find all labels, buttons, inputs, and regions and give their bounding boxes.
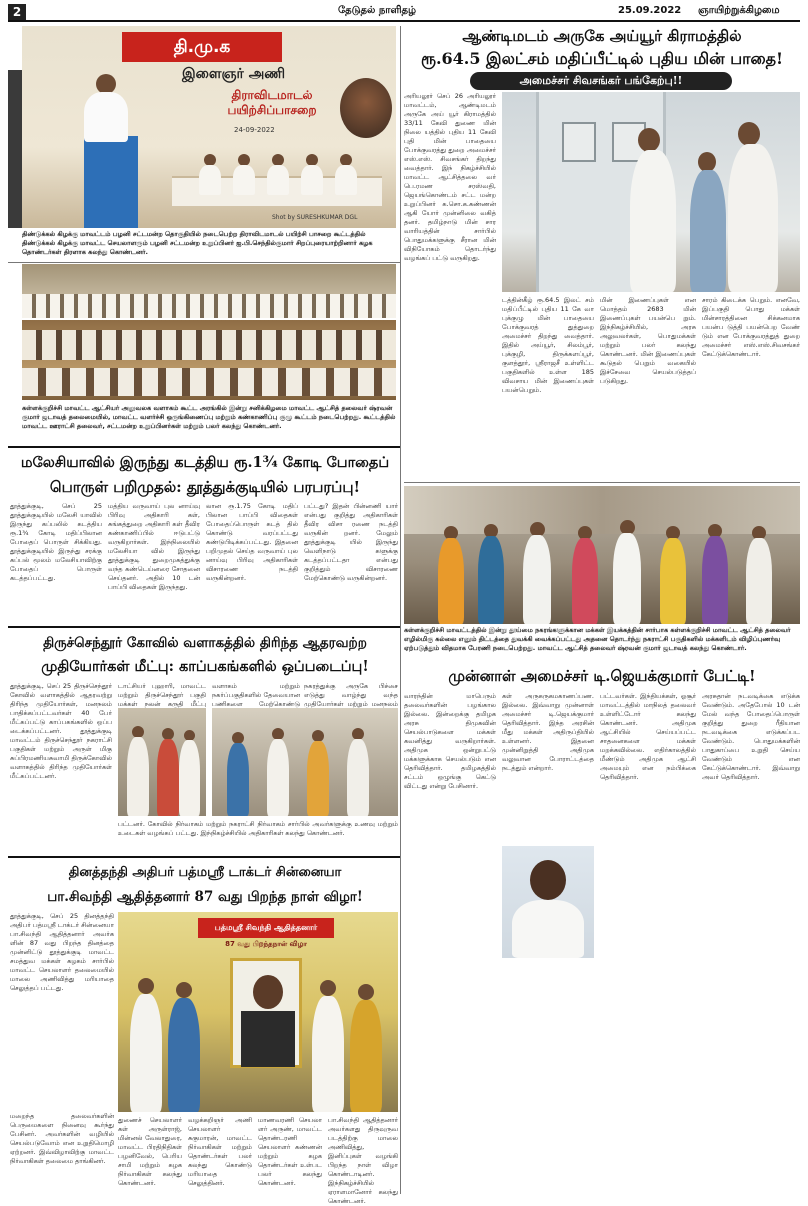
- birthday-banner: பத்மஸ்ரீ சிவந்தி ஆதித்தனார்: [198, 918, 334, 938]
- story8-col4: மாணவரணி செயலா ளர் அருண், மாவட்ட தொண்டரணி செயலாளர் கண்ணன் மற்றும் கழக தொண்டர்கள் உள்பட பலர் கலந்து கொண்டனர்.: [258, 1116, 322, 1187]
- rescue-photo-left: [118, 708, 206, 816]
- portrait-frame: [230, 958, 302, 1068]
- page-number: 2: [8, 4, 26, 20]
- leader-portrait-circle: [340, 78, 392, 138]
- story7-col2: கள் அருகருகமகாணப்பண. இல்லை. இவ்வாறு முன்னாள் அமைச்சர் டி.ஜெயக்குமார் தெரிவித்தார். இந்த அரசின் மீது மக்கள் அதிருப்தியில் உள்ளனர். இதனை முன்னிறுத்தி அதிமுக வலுவான போராட்டத்தை நடத்தும் என்றார்.: [502, 692, 594, 772]
- story7-col3: பட்டவர்கள். இந்தியக்கள், ஓசூர் மாவட்டத்தில் மாநிலத் தலைவர் உள்ளிட்டோர் கலந்து கொண்டனர். அதிமுக ஆட்சியில் செய்யப்பட்ட சாதனைகளை மக்கள் மறக்கவில்லை. எதிர்காலத்தில் மீண்டும் அதிமுக ஆட்சி அமையும் என நம்பிக்கை தெரிவித்தார்.: [600, 692, 696, 781]
- rally-caption: கள்ளக்குறிச்சி மாவட்டத்தில் இன்று தூய்மை நகரங்களுக்கான மக்கள் இயக்கத்தின் சார்பாக கள்ளக்குறிச்சி மாவட்ட ஆட்சித் தலைவர் எழில்மிகு கல்லை எனும் திட்டத்தை துவக்கி வைக்கப்பட்டது அதனை தொடர்ந்து நகராட்சி பகுதிகளில் மக்களிடம் விழிப்புணர்வு ஏற்படுத்தும் விதமாக பேரணி நடைபெற்றது. மாவட்ட ஆட்சித் தலைவர் ஷ்ரவன் குமார் ஜடாவத் கலந்து கொண்டார்.: [404, 626, 791, 652]
- story4-col1: தூத்துக்குடி, செப் 25 தூத்துக்குடியில் மலேசி யாவில் இருந்து கப்பலில் கடத்திய ரூ.1¾ கோடி மதிப்பிலான போதைப் பொருள் சிக்கியது. தூத்துக்குடியில் இருந்து சரக்கு கப்பல் மூலம் மலேசியாவிற்கு போதைப் பொருள் கடத்தப்பட்டது.: [10, 502, 102, 582]
- left-side-photo: [8, 70, 22, 228]
- story4-col4: பட்டது? இதன் பின்னணி யார் என்பது குறித்து அதிகாரிகள் தீவிர விசா ரணை நடத்தி வருகின் றனர். மேலும் தூத்துக்குடி யில் இருந்து வெளிநாடு களுக்கு கடத்தப்பட்டதா என்பது குறித்தும் விசாரணை மேற்கொண்டு வருகின்றனர்.: [304, 502, 398, 582]
- dmk-banner-wing: இளைஞர் அணி: [182, 66, 286, 82]
- dmk-banner: தி.மு.க: [122, 32, 282, 62]
- story8-headline2: பா.சிவந்தி ஆதித்தனார் 87 வது பிறந்த நாள் விழா!: [47, 889, 363, 905]
- story6-col1: தூத்துக்குடி, செப் 25 திருச்செந்தூர் கோவில் வளாகத்தில் ஆதரவற்று திரிந்த முதியோர்கள், மனநலம் பாதிக்கப்பட்டவர்கள் 40 பேர் மீட்கப்பட்டு காப்பகங்களில் ஒப்ப டைக்கப்பட்டனர். தூத்துக்குடி மாவட்டம் திருச்செந்தூர் நகராட்சி பகுதிகள் மற்றும் அருள் மிகு சுப்பிரமணியசுவாமி திருக்கோவில் வளாகத்தில் திரிந்த முதியோர்கள் மீட்கப்பட்டனர்.: [10, 682, 112, 780]
- story4-col3: லான ரூ.1.75 கோடி மதிப் பிலான பாப்பி விதைகள் போதைப்பொருள் கடத் தில் கொண்டு வரப்பட்டது கண்டுபிடிக்கப்பட்டது. இதனை பறிமுதல் செய்த வருவாய் புல னாய்வு பிரிவு அதிகாரிகள் விசாரணை நடத்தி வருகின்றனர்.: [206, 502, 298, 582]
- issue-day: ஞாயிற்றுக்கிழமை: [698, 5, 780, 16]
- rally-photo: [404, 486, 800, 624]
- story8-headline1: தினத்தந்தி அதிபர் பத்மஸ்ரீ டாக்டர் சின்னையா: [68, 865, 342, 880]
- page-header: [8, 4, 800, 22]
- story4-headline1: மலேசியாவில் இருந்து கடத்திய ரூ.1¾ கோடி போதைப்: [20, 454, 390, 471]
- story8-col6: மறைந்த தலைவர்களின் பெருமைகளை நினைவு கூர்ந்து பேசினர். அவர்களின் வழியில் செயல்படுவோம் என உறுதிமொழி ஏற்றனர். இவ்விழாவிற்கு மாவட்ட நிர்வாகிகள் தலைமை தாங்கினர்.: [10, 1112, 114, 1165]
- story2-headline1: ஆண்டிமடம் அருகே அய்யூர் கிராமத்தில்: [462, 27, 742, 45]
- story2-col2: டத்தின்கீழ் ரூ.64.5 இலட் சம் மதிப்பீட்டில் புதிய 11 கே வா புக்குழு மின் பாதையை போக்குவரத் துத்துறை அமைச்சர் திறந்து வைத்தார். இதில் அய்யூர், சிலம்பூர், புக்குழி, திருக்களப்பூர், குளத்தூர், ஸ்ரீராஜசீ உள்ளிட்ட பகுதிகளில் உள்ள 185 விவசாய மின் இணைப்புகள் பயன்பெறும்.: [502, 296, 594, 394]
- issue-date: 25.09.2022: [618, 5, 682, 16]
- podium: [84, 136, 138, 228]
- story4-col2: மத்திய வருவாய் புல னாய்வு பிரிவு அதிகாரி கள், சுங்கத்துறை அதிகாரி கள் தீவிர கண்காணிப்பில் ஈடுபட்டு வருகிறார்கள். இந்நிலையில் மலேசியா வில் இருந்து தூத்துக்குடி துறைமுகத்துக்கு வந்த கண்டெய்னரை சோதனை செய்தனர். அதில் 10 டன் பாப்பி விதைகள் இருந்தது.: [108, 502, 200, 591]
- dmk-event-photo: [22, 26, 396, 228]
- story6-headline1: திருச்செந்தூர் கோவில் வளாகத்தில் திரிந்த ஆதரவற்ற: [43, 635, 367, 651]
- story2-col4: சாரம் கிடைக்க பெறும். எனவே, இப்பகுதி பொது மக்கள் மின்சாரத்தினை சிக்கனமாக பயன்ப டுத்தி பயன்பெற வேண் டும் என போக்குவரத்துத் துறை அமைச்சர் எஸ்.எஸ்.சிவசங்கர் கேட்டுக்கொண்டார்.: [702, 296, 800, 358]
- masthead: தேடுதல் நாளிதழ்: [338, 5, 417, 16]
- story6-headline2: முதியோர்கள் மீட்பு: காப்பகங்களில் ஒப்படைப்பு!: [41, 658, 369, 675]
- story7-col4: அரசுதான் நடவடிக்கை எடுக்க வேண்டும். அதேபோல் 10 டன் மேல் வந்த போதைப்பொருள் குறித்து துறை ரீதியான நடவடிக்கை எடுக்கப்பட வேண்டும். பொதுமக்களின் பாதுகாப்பை உறுதி செய்ய வேண்டும் என கேட்டுக்கொண்டார். இவ்வாறு அவர் தெரிவித்தார்.: [702, 692, 800, 781]
- meeting-hall-photo-top: [22, 264, 396, 318]
- birthday-photo: [118, 912, 398, 1112]
- meeting-caption: கள்ளக்குறிச்சி மாவட்ட ஆட்சியர் அலுவலக வளாகம் கூட்ட அரங்கில் இன்று சனிக்கிழமை மாவட்ட ஆட்சித் தலைவர் ஷ்ரவன் குமார் ஜடாவத் தலைமையில், மாவட்ட வளர்ச்சி ஒருங்கிணைப்பு மற்றும் கண்காணிப்பு குழு கூட்டம் நடைபெற்றது. கூட்டத்தில் மாவட்ட ஊராட்சி தலைவர், சட்டமன்ற உறுப்பினர்கள் மற்றும் பலர் கலந்து கொண்டனர்.: [22, 404, 396, 430]
- photo-credit: Shot by SURESHKUMAR DGL: [272, 214, 358, 221]
- jayakumar-portrait: [502, 846, 594, 958]
- story4-headline2: பொருள் பறிமுதல்: தூத்துக்குடியில் பரபரப்பு!: [49, 478, 361, 496]
- story7-col1: வாரந்தின் மாபெரும் தலைவர்களின் பழங்கால இல்லை. இன்றைக்கு தமிழக அரசு திமுகவின் செயல்பாடுகளை மக்கள் கவனித்து வருகிறார்கள். அதிமுக ஒன்றுபட்டு மக்களுக்காக செயல்படும் என தெரிவித்தார். தமிழகத்தில் சட்டம் ஒழுங்கு கெட்டு விட்டது என்று பேசினார்.: [404, 692, 496, 790]
- story6-col3: வளாகம் மற்றும் நகர்ப்பகுதிகளில் தேவையான பணிகளை மேற்கொண்டு: [212, 682, 300, 708]
- story2-headline2: ரூ.64.5 இலட்சம் மதிப்பீட்டில் புதிய மின் பாதை!: [420, 49, 784, 68]
- dmk-event-caption: திண்டுக்கல் கிழக்கு மாவட்டம் பழனி சட்டமன்ற தொகுதியில் நடைபெற்ற திராவிடமாடல் பயிற்சி பாசறை கூட்டத்தில் திண்டுக்கல் கிழக்கு மாவட்ட செயலாளரும் பழனி சட்டமன்ற உறுப்பினர் ஐ.பி.செந்தில்குமார் சிறப்புரையாற்றினார் கழக தொண்டர்கள் திரளாக கலந்து கொண்டனர்.: [22, 230, 373, 256]
- story8-col5: பா.சிவந்தி ஆதித்தனார் அவர்களது திருவுருவ படத்திற்கு மாலை அணிவித்து, இனிப்புகள் வழங்கி பிறந்த நாள் விழா கொண்டாடினர். இந்நிகழ்ச்சியில் ஏராளமானோர் கலந்து கொண்டனர்.: [328, 1116, 398, 1205]
- birthday-banner-sub: 87 வது பிறந்தநாள் விழா: [225, 940, 307, 948]
- meeting-hall-photo-bottom: [22, 320, 396, 400]
- story6-col5: பட்டனர். கோவில் நிர்வாகம் மற்றும் நகராட்சி நிர்வாகம் சார்பில் அவர்களுக்கு உணவு மற்றும் உடைகள் வழங்கப் பட்டது. இந்நிகழ்ச்சியில் அதிகாரிகள் கலந்து கொண்டனர்.: [118, 820, 398, 837]
- dmk-banner-date: 24-09-2022: [234, 126, 275, 134]
- story2-headline3: அமைச்சர் சிவசங்கர் பங்கேற்பு!!: [470, 72, 732, 90]
- story8-col1: தூத்துக்குடி, செப் 25 தினத்தந்தி அதிபர் பத்மஸ்ரீ டாக்டர் சின்னையா பா.சிவந்தி ஆதித்தனார் அவர்க ளின் 87 வது பிறந்த தினத்தை முன்னிட்டு தூத்துக்குடி மாவட்ட சமத்துவ மக்கள் கழகம் சார்பில் மாவட்ட செயலாளர் தலைமையில் மாலை அணிவித்து மரியாதை செலுத்தப் பட்டது.: [10, 912, 114, 992]
- dmk-banner-sub: திராவிடமாடல் பயிற்சிப்பாசறை: [227, 88, 317, 117]
- story7-headline: முன்னாள் அமைச்சர் டி.ஜெயக்குமார் பேட்டி!: [448, 667, 756, 685]
- power-station-photo: [502, 92, 800, 292]
- story2-col1: அரியலூர் செப் 26 அரியலூர் மாவட்டம், ஆண்டிமடம் அருகே அய் யூர் கிராமத்தில் 33/11 கேவி துணை மின் நிலை யத்தில் புதிய 11 கேவி புதி மின் பாதையை போக்குவரத்து துறை அமைச்சர் எஸ்.எஸ். சிவசங்கர் திறந்து வைத்தார். இந் நிகழ்ச்சியில் மாவட்ட ஆட்சித்தலை வர் பெ.ரமண சரஸ்வதி, ஜெயங்கொண்டம் சட்ட மன்ற உறுப்பினர் க.சொ.க.கண்ணன் ஆகி யோர் முன்னிலை வகித் தனர். தமிழ்நாடு மின் சார வாரியத்தின் சார்பில் பொதுமக்களுக்கு சீரான மின் விநியோகம் தொடர்ந்து வழங்கப் பட்டு வருகிறது.: [404, 92, 496, 262]
- story6-col4: நகரத்துக்கு அருகே பிச்சை எடுத்து வாழ்ந்து வந்த முதியோர்கள் மற்றும் மனநலம்: [304, 682, 398, 708]
- story6-col2: டாட்சியர் புஹாரி, மாவட்ட மற்றும் திருச்செந்தூர் பகுதி மக்கள் நலன் கருதி மீட்பு: [118, 682, 206, 708]
- rescue-photo-right: [212, 708, 398, 816]
- story2-col3: மின் இணைப்புகள் என மொத்தம் 2683 மின் இணைப்புகள் பயன்பெ றும். இந்நிகழ்ச்சியில், அரசு அலுவலர்கள், பொதுமக்கள் மற்றும் பலர் கலந்து கொண்டனர். மின் இணைப்புகள் கூடுதல் பெறும் வகையில் இச்சேவை செயல்படுத்தப் படுகிறது.: [600, 296, 696, 385]
- story8-col2: துணைச் செயலாளர் கள் அருள்ராஜ், மின்னல் வேலாதுரை, மாவட்ட பிரதிநிதிகள் பழனிவேல், பெரிய சாமி மற்றும் கழக நிர்வாகிகள் கலந்து கொண்டனர்.: [118, 1116, 182, 1187]
- story8-col3: வழக்கறிஞர் அணி செயலாளர் சுகுமாரன், மாவட்ட நிர்வாகிகள் மற்றும் தொண்டர்கள் பலர் கலந்து கொண்டு மரியாதை செலுத்தினர்.: [188, 1116, 252, 1187]
